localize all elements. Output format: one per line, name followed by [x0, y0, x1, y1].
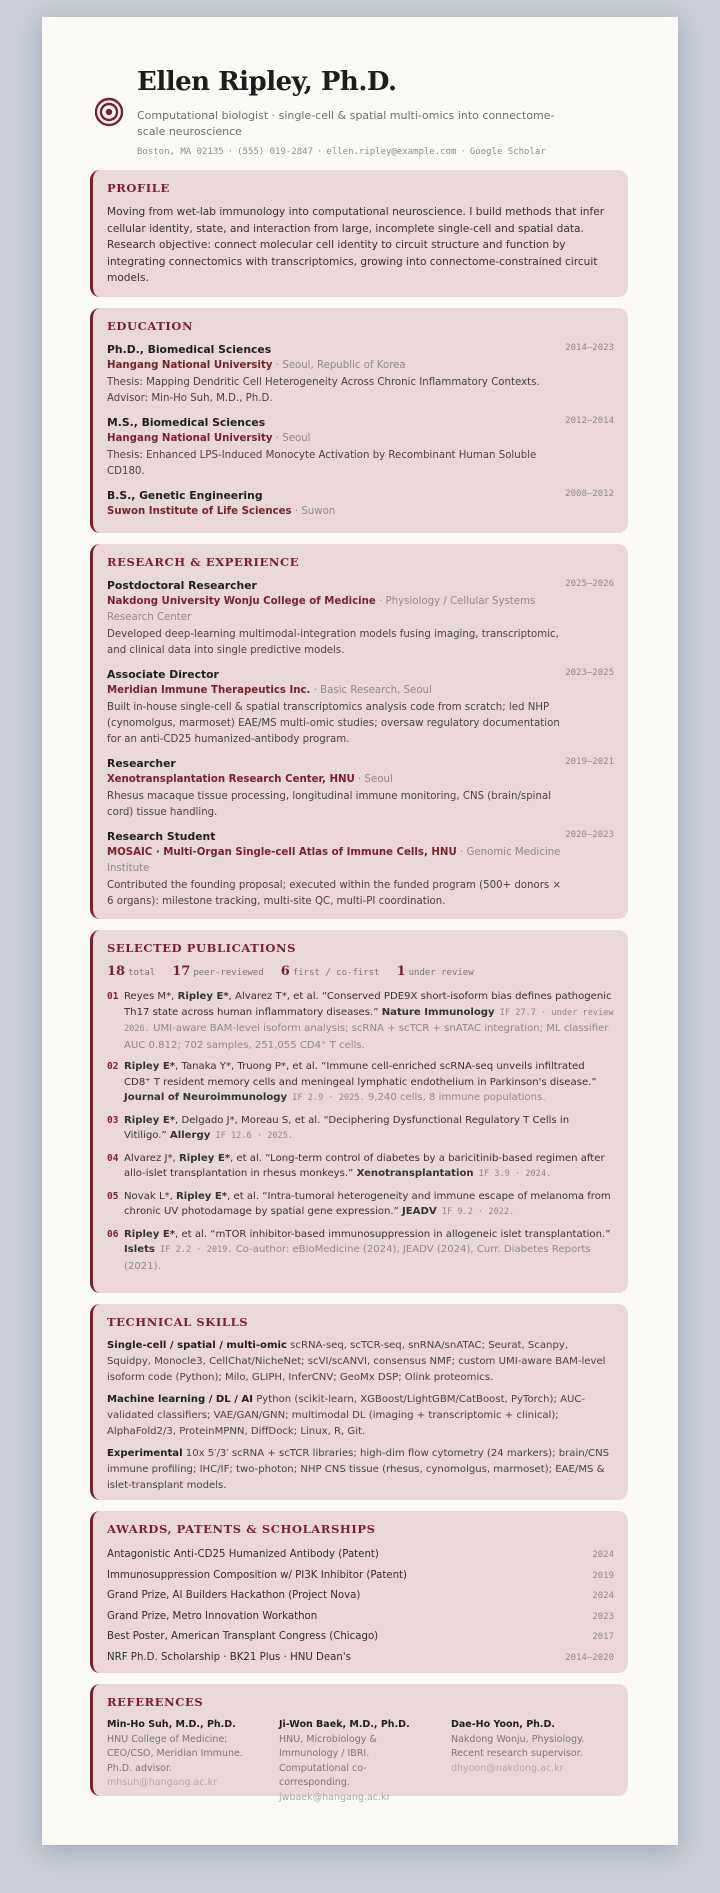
publication-item	[107, 1059, 614, 1107]
dates: 2019–2021	[565, 757, 614, 767]
author-self: Ripley E*	[124, 1061, 176, 1072]
publication-item	[107, 1189, 614, 1221]
google-scholar-link[interactable]: Google Scholar	[469, 147, 546, 157]
pub-index: 01	[107, 991, 119, 1002]
reference-item	[279, 1718, 429, 1805]
publication-item	[107, 989, 614, 1053]
journal: Journal of Neuroimmunology	[124, 1092, 288, 1103]
award-year: 2024	[592, 1591, 614, 1601]
location: · Physiology / Cellular Systems Research Center	[107, 596, 536, 623]
stat-label: total	[128, 968, 156, 978]
pub-meta: IF 12.6 · 2025.	[210, 1131, 294, 1141]
candidate-name: Ellen Ripley, Ph.D.	[137, 67, 397, 97]
award-year: 2024	[592, 1550, 614, 1560]
award-name: Grand Prize, AI Builders Hackathon (Project Nova)	[107, 1590, 361, 1601]
authors-title: , et al. “Intra-tumoral heterogeneity and immune escape of melanoma from chronic UV photodamage by spatial gene expression.”	[124, 1190, 611, 1217]
pub-index: 04	[107, 1152, 119, 1164]
description: Contributed the founding proposal; executed within the funded program (500+ donors × 6 organs): milestone tracking, multi-site QC, multi-PI coordination.	[107, 880, 561, 907]
location: · Seoul	[358, 774, 393, 785]
section-title: EDUCATION	[107, 319, 194, 333]
skill-text: Python (scikit-learn, XGBoost/LightGBM/CatBoost, PyTorch); AUC-validated classifiers; VAE/GAN/GNN; multimodal DL (imaging + transcriptomic + clinical); AlphaFold2/3, ProteinMPNN, DiffDock; Linux, R, Git.	[107, 1394, 586, 1437]
reference-desc: HNU, Microbiology & Immunology / IBRI. Computational co-corresponding.	[279, 1733, 377, 1788]
education-entry	[107, 488, 614, 520]
pub-meta: IF 3.9 · 2024.	[473, 1169, 552, 1179]
skill-label: Single-cell / spatial / multi-omic	[107, 1340, 287, 1351]
description: Built in-house single-cell & spatial transcriptomics analysis code from scratch; led NHP (cynomolgus, marmoset) EAE/MS multi-omic studies; oversaw regulatory documentation for an anti-CD25 humanized-antibody program.	[107, 702, 560, 745]
award-name: Immunosuppression Composition w/ PI3K Inhibitor (Patent)	[107, 1569, 408, 1581]
reference-list	[107, 1718, 614, 1805]
pub-note: 9,240 cells, 8 immune populations.	[364, 1092, 546, 1103]
author-self: Ripley E*	[124, 1114, 176, 1126]
role: Researcher	[107, 757, 176, 770]
author-self: Ripley E*	[176, 1190, 228, 1202]
dates: 2014–2023	[565, 343, 614, 353]
contact-email-link[interactable]: ellen.ripley@example.com	[326, 147, 457, 157]
skill-group	[107, 1392, 614, 1440]
pub-meta: IF 2.2 · 2019.	[154, 1245, 233, 1255]
stat-number: 18	[107, 964, 126, 979]
authors-title: , Alvarez T*, et al. “Conserved PDE9X short-isoform bias defines pathogenic Th17 state across human inflammatory diseases.”	[124, 991, 612, 1018]
skill-group	[107, 1446, 614, 1494]
award-name: NRF Ph.D. Scholarship · BK21 Plus · HNU Dean's	[107, 1651, 351, 1663]
authors-before: Novak L*,	[124, 1190, 177, 1202]
reference-email-link[interactable]: dhyoon@nakdong.ac.kr	[451, 1762, 564, 1774]
dates: 2012–2014	[565, 416, 614, 426]
description: Rhesus macaque tissue processing, longitudinal immune monitoring, CNS (brain/spinal cord) tissue handling.	[107, 791, 552, 818]
reference-item	[107, 1718, 257, 1805]
location: · Seoul	[275, 433, 311, 444]
stat-number: 6	[280, 964, 290, 979]
publication-stats	[107, 964, 614, 979]
dates: 2008–2012	[565, 489, 614, 499]
dates: 2025–2026	[565, 579, 614, 589]
journal: Allergy	[169, 1130, 211, 1141]
journal: JEADV	[402, 1206, 437, 1217]
section-title: SELECTED PUBLICATIONS	[107, 941, 297, 955]
skill-label: Experimental	[107, 1448, 183, 1459]
tagline: Computational biologist · single-cell & spatial multi-omics into connectome-scale neuroscience	[137, 109, 555, 138]
award-item	[107, 1586, 614, 1607]
section-title: AWARDS, PATENTS & SCHOLARSHIPS	[107, 1522, 376, 1536]
award-year: 2014–2020	[565, 1652, 614, 1663]
experience-entry	[107, 756, 614, 821]
organization: MOSAIC · Multi-Organ Single-cell Atlas of Immune Cells, HNU	[107, 847, 457, 858]
stat-number: 17	[172, 964, 191, 979]
publications-section	[90, 930, 628, 1293]
experience-section	[90, 544, 628, 919]
journal: Islets	[124, 1244, 155, 1255]
pub-index: 06	[107, 1228, 119, 1240]
contact-address: Boston, MA 02135	[137, 147, 224, 157]
authors-title: , Delgado J*, Moreau S, et al. “Deciphering Dysfunctional Regulatory T Cells in Vitiligo.”	[124, 1114, 570, 1141]
authors-title: , et al. “mTOR inhibitor-based immunosuppression in allogeneic islet transplantation.”	[175, 1228, 611, 1240]
publication-item	[107, 1227, 614, 1275]
profile-text: Moving from wet-lab immunology into computational neuroscience. I build methods that infer cellular identity, state, and interaction from large, incomplete single-cell and spatial data. Research objective: connect molecular cell identity to circuit structure and function by integrating connectomics with transcriptomics, growing into connectome-constrained circuit models.	[107, 206, 605, 284]
contact-line: Boston, MA 02135 · (555) 019-2847 · ellen.ripley@example.com · Google Scholar	[137, 147, 546, 157]
pub-meta: IF 27.7 · under review 2026.	[124, 1007, 614, 1034]
target-logo-icon	[94, 97, 124, 127]
experience-entry	[107, 667, 614, 748]
skills-section	[90, 1304, 628, 1500]
reference-name: Ji-Won Baek, M.D., Ph.D.	[279, 1719, 410, 1730]
institution: Suwon Institute of Life Sciences	[107, 506, 292, 517]
role: Associate Director	[107, 668, 219, 681]
role: Research Student	[107, 830, 216, 843]
stat-label: peer-reviewed	[193, 968, 264, 978]
education-section	[90, 308, 628, 533]
publication-item	[107, 1151, 614, 1183]
profile-section	[90, 170, 628, 297]
education-entry	[107, 415, 614, 480]
award-item	[107, 1648, 614, 1669]
references-section	[90, 1684, 628, 1803]
publication-item	[107, 1113, 614, 1145]
role: Postdoctoral Researcher	[107, 579, 257, 592]
organization: Xenotransplantation Research Center, HNU	[107, 774, 355, 785]
experience-entry	[107, 578, 614, 659]
award-name: Grand Prize, Metro Innovation Workathon	[107, 1610, 318, 1622]
award-item	[107, 1545, 614, 1566]
reference-desc: Nakdong Wonju, Physiology. Recent research supervisor.	[451, 1733, 585, 1759]
resume-page	[42, 17, 678, 1845]
award-name: Best Poster, American Transplant Congress (Chicago)	[107, 1631, 379, 1642]
stat-label: first / co-first	[292, 968, 380, 978]
authors-before: Reyes M*,	[124, 991, 178, 1002]
author-self: Ripley E*	[178, 1152, 230, 1164]
pub-meta: IF 9.2 · 2022.	[436, 1207, 515, 1217]
skill-group	[107, 1338, 614, 1386]
reference-email-link[interactable]: jwbaek@hangang.ac.kr	[279, 1791, 391, 1803]
contact-phone: (555) 019-2847	[237, 147, 313, 157]
author-self: Ripley E*	[177, 991, 229, 1002]
skill-text: scRNA-seq, scTCR-seq, snRNA/snATAC; Seurat, Scanpy, Squidpy, Monocle3, CellChat/NicheNet; scVI/scANVI, consensus NMF; custom UMI-aware BAM-level isoform code (Python); Milo, GLIPH, InferCNV; GeoMx DSP; Olink proteomics.	[107, 1340, 606, 1383]
reference-name: Dae-Ho Yoon, Ph.D.	[451, 1719, 556, 1730]
pub-note: Co-author: eBioMedicine (2024), JEADV (2024), Curr. Diabetes Reports (2021).	[124, 1244, 591, 1272]
pub-index: 05	[107, 1190, 119, 1202]
awards-section	[90, 1511, 628, 1673]
reference-email-link[interactable]: mhsuh@hangang.ac.kr	[107, 1777, 218, 1788]
skill-label: Machine learning / DL / AI	[107, 1394, 253, 1405]
pub-note: UMI-aware BAM-level isoform analysis; scRNA + scTCR + snATAC integration; ML classifier AUC 0.812; 702 samples, 251,055 CD4⁺ T cells.	[124, 1023, 609, 1051]
degree: B.S., Genetic Engineering	[107, 489, 263, 502]
degree: M.S., Biomedical Sciences	[107, 416, 266, 429]
section-title: PROFILE	[107, 181, 170, 195]
journal: Xenotransplantation	[356, 1168, 474, 1179]
description: Thesis: Mapping Dendritic Cell Heterogeneity Across Chronic Inflammatory Contexts. Advisor: Min-Ho Suh, M.D., Ph.D.	[107, 377, 540, 404]
pub-index: 03	[107, 1114, 119, 1126]
award-item	[107, 1607, 614, 1628]
dates: 2023–2025	[565, 668, 614, 678]
award-item	[107, 1566, 614, 1587]
award-year: 2017	[592, 1632, 614, 1642]
location: · Seoul, Republic of Korea	[275, 360, 406, 371]
section-title: REFERENCES	[107, 1695, 204, 1709]
pub-meta: IF 2.9 · 2025.	[287, 1093, 365, 1103]
authors-before: Alvarez J*,	[124, 1152, 179, 1164]
award-item	[107, 1627, 614, 1648]
reference-desc: HNU College of Medicine; CEO/CSO, Meridian Immune. Ph.D. advisor.	[107, 1733, 243, 1774]
description: Developed deep-learning multimodal-integration models fusing imaging, transcriptomic, and clinical data into single predictive models.	[107, 629, 559, 656]
stat-label: under review	[408, 968, 474, 978]
stat-number: 1	[396, 964, 406, 979]
reference-item	[451, 1718, 601, 1805]
skill-text: 10x 5′/3′ scRNA + scTCR libraries; high-dim flow cytometry (24 markers); brain/CNS immune profiling; IHC/IF; two-photon; NHP CNS tissue (rhesus, cynomolgus, marmoset); EAE/MS & islet-transplant models.	[107, 1448, 610, 1491]
institution: Hangang National University	[107, 360, 273, 371]
award-year: 2023	[592, 1611, 614, 1622]
institution: Hangang National University	[107, 433, 273, 444]
location: · Genomic Medicine Institute	[107, 847, 561, 874]
pub-index: 02	[107, 1061, 119, 1072]
authors-title: , Tanaka Y*, Truong P*, et al. “Immune cell-enriched scRNA-seq unveils infiltrated CD8⁺ T resident memory cells and meningeal lymphatic endothelium in Parkinson's disease.”	[124, 1061, 597, 1088]
journal: Nature Immunology	[381, 1006, 495, 1018]
authors-title: , et al. “Long-term control of diabetes by a baricitinib-based regimen after allo-islet transplantation in rhesus monkeys.”	[124, 1152, 605, 1179]
degree: Ph.D., Biomedical Sciences	[107, 343, 272, 356]
section-title: RESEARCH & EXPERIENCE	[107, 555, 300, 569]
experience-entry	[107, 829, 614, 910]
education-entry	[107, 342, 614, 407]
location: · Suwon	[294, 506, 336, 517]
reference-name: Min-Ho Suh, M.D., Ph.D.	[107, 1719, 236, 1730]
description: Thesis: Enhanced LPS-Induced Monocyte Activation by Recombinant Human Soluble CD180.	[107, 450, 537, 477]
award-year: 2019	[592, 1570, 614, 1581]
organization: Nakdong University Wonju College of Medicine	[107, 596, 376, 607]
author-self: Ripley E*	[124, 1228, 176, 1240]
organization: Meridian Immune Therapeutics Inc.	[107, 685, 311, 696]
award-name: Antagonistic Anti-CD25 Humanized Antibody (Patent)	[107, 1549, 379, 1560]
dates: 2020–2023	[565, 830, 614, 840]
publication-list	[107, 989, 614, 1274]
location: · Basic Research, Seoul	[313, 685, 432, 696]
section-title: TECHNICAL SKILLS	[107, 1315, 249, 1329]
